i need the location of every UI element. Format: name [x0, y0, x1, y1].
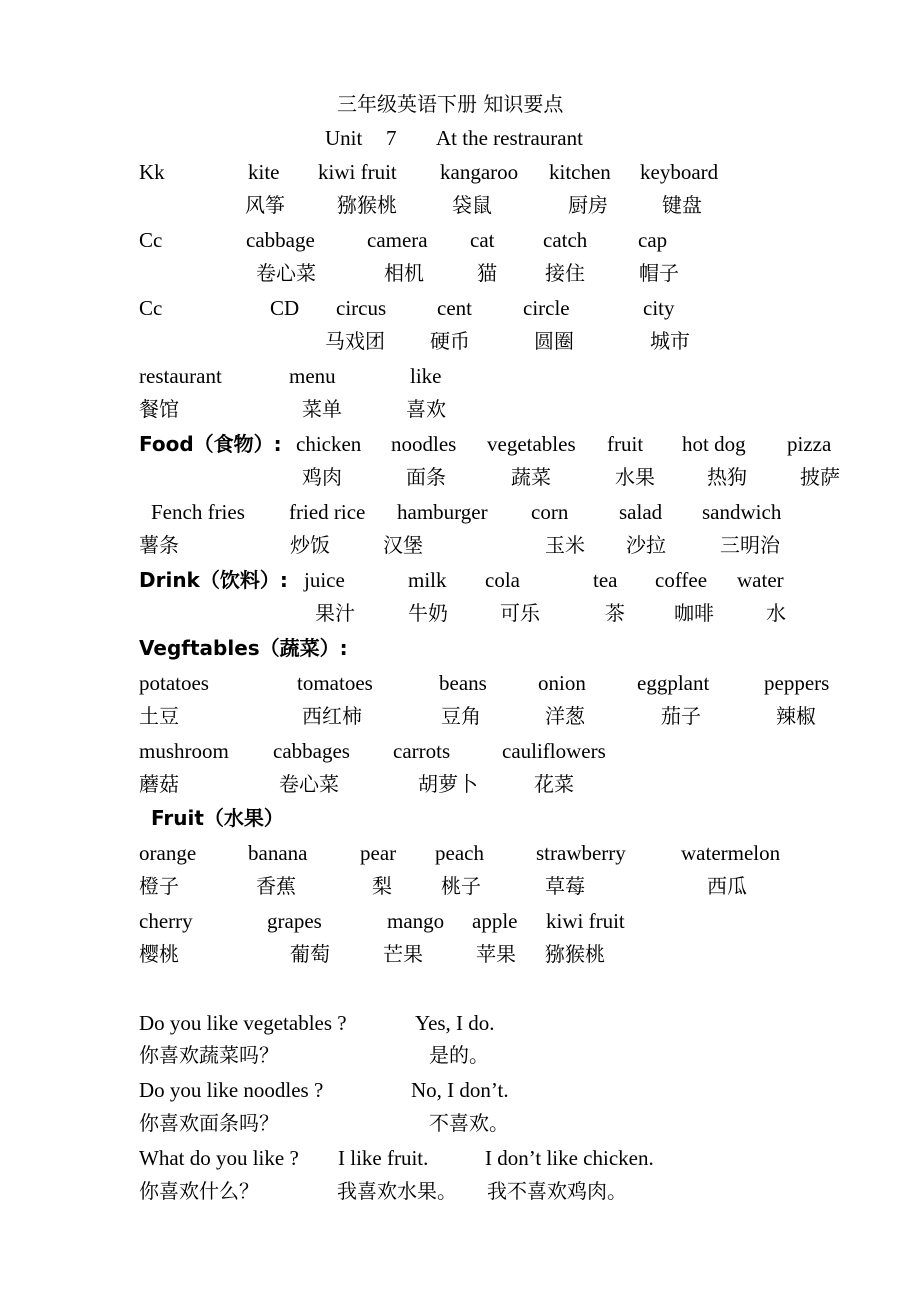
meaning: 可乐 [500, 601, 540, 625]
word: cola [485, 568, 520, 592]
meaning: 花菜 [534, 772, 574, 796]
meaning: 厨房 [568, 193, 608, 217]
meaning: 面条 [406, 465, 446, 489]
meaning: 风筝 [245, 193, 285, 217]
dialogue-answer-zh: 不喜欢。 [429, 1111, 509, 1135]
word: cherry [139, 909, 193, 933]
word: kiwi fruit [546, 909, 625, 933]
meaning: 樱桃 [139, 942, 179, 966]
word: eggplant [637, 671, 710, 695]
meaning: 胡萝卜 [418, 772, 478, 796]
word: cent [437, 296, 472, 320]
word: beans [439, 671, 487, 695]
word: circus [336, 296, 387, 320]
meaning: 键盘 [662, 193, 702, 217]
word: strawberry [536, 841, 626, 865]
word: restaurant [139, 364, 222, 388]
word: kangaroo [440, 160, 519, 184]
meaning: 帽子 [639, 261, 679, 285]
meaning: 梨 [372, 874, 392, 898]
meaning: 汉堡 [383, 533, 423, 557]
dialogue-answer-zh: 我喜欢水果。 [337, 1179, 457, 1203]
meaning: 薯条 [139, 533, 179, 557]
word: kite [248, 160, 280, 184]
word: catch [543, 228, 588, 252]
unit-name: At the restraurant [436, 126, 583, 150]
word: carrots [393, 739, 451, 763]
word: like [410, 364, 442, 388]
word: apple [472, 909, 518, 933]
meaning: 土豆 [139, 704, 179, 728]
meaning: 洋葱 [545, 704, 585, 728]
word: coffee [655, 568, 708, 592]
dialogue-question: Do you like vegetables ? [139, 1011, 347, 1035]
letter-cc: Cc [139, 228, 163, 252]
meaning: 袋鼠 [452, 193, 492, 217]
word: corn [531, 500, 569, 524]
meaning: 咖啡 [674, 601, 714, 625]
meaning: 水果 [615, 465, 655, 489]
dialogue-answer: I don’t like chicken. [485, 1146, 654, 1170]
word: cabbages [273, 739, 350, 763]
word: tea [593, 568, 618, 592]
meaning: 西瓜 [707, 874, 747, 898]
word: banana [248, 841, 308, 865]
meaning: 喜欢 [406, 397, 446, 421]
word: hot dog [682, 432, 746, 456]
section-fruit-label: Fruit（水果） [151, 806, 284, 830]
word: cauliflowers [502, 739, 606, 763]
word: potatoes [139, 671, 209, 695]
meaning: 鸡肉 [302, 465, 342, 489]
dialogue-question-zh: 你喜欢面条吗？ [139, 1111, 279, 1135]
word: salad [619, 500, 663, 524]
meaning: 接住 [545, 261, 585, 285]
meaning: 茶 [605, 601, 625, 625]
meaning: 芒果 [383, 942, 423, 966]
word: Fench fries [151, 500, 245, 524]
word: cat [470, 228, 495, 252]
meaning: 苹果 [476, 942, 516, 966]
meaning: 马戏团 [325, 329, 385, 353]
dialogue-answer-zh: 我不喜欢鸡肉。 [487, 1179, 627, 1203]
meaning: 猕猴桃 [545, 942, 605, 966]
word: CD [270, 296, 300, 320]
word: sandwich [702, 500, 782, 524]
word: juice [304, 568, 345, 592]
meaning: 豆角 [441, 704, 481, 728]
word: pear [360, 841, 397, 865]
meaning: 蔬菜 [511, 465, 551, 489]
word: tomatoes [297, 671, 373, 695]
word: mushroom [139, 739, 229, 763]
meaning: 水 [766, 601, 786, 625]
word: mango [387, 909, 445, 933]
unit-number: 7 [386, 126, 397, 150]
dialogue-answer: I like fruit. [338, 1146, 429, 1170]
dialogue-question-zh: 你喜欢什么？ [139, 1179, 259, 1203]
word: cabbage [246, 228, 315, 252]
dialogue-answer: No, I don’t. [411, 1078, 509, 1102]
meaning: 城市 [650, 329, 690, 353]
meaning: 三明治 [720, 533, 780, 557]
word: vegetables [487, 432, 576, 456]
section-food-label: Food（食物）: [139, 432, 282, 456]
word: watermelon [681, 841, 781, 865]
unit-label: Unit [325, 126, 363, 150]
section-vegetables-label: Vegftables（蔬菜）: [139, 636, 348, 660]
meaning: 葡萄 [290, 942, 330, 966]
meaning: 沙拉 [626, 533, 666, 557]
meaning: 茄子 [661, 704, 701, 728]
word: city [643, 296, 675, 320]
word: circle [523, 296, 570, 320]
page-title: 三年级英语下册 知识要点 [337, 92, 564, 116]
word: hamburger [397, 500, 488, 524]
word: kiwi fruit [318, 160, 397, 184]
meaning: 卷心菜 [279, 772, 339, 796]
meaning: 果汁 [315, 601, 355, 625]
meaning: 披萨 [800, 465, 840, 489]
meaning: 卷心菜 [256, 261, 316, 285]
word: grapes [267, 909, 322, 933]
letter-cc: Cc [139, 296, 163, 320]
meaning: 餐馆 [139, 397, 179, 421]
dialogue-question-zh: 你喜欢蔬菜吗？ [139, 1043, 279, 1067]
meaning: 牛奶 [408, 601, 448, 625]
meaning: 草莓 [545, 874, 585, 898]
word: chicken [296, 432, 362, 456]
meaning: 猫 [477, 261, 497, 285]
dialogue-question: What do you like ? [139, 1146, 299, 1170]
meaning: 硬币 [430, 329, 470, 353]
word: milk [408, 568, 447, 592]
dialogue-answer: Yes, I do. [415, 1011, 495, 1035]
letter-kk: Kk [139, 160, 165, 184]
meaning: 蘑菇 [139, 772, 179, 796]
word: water [737, 568, 784, 592]
word: pizza [787, 432, 832, 456]
word: keyboard [640, 160, 719, 184]
meaning: 圆圈 [534, 329, 574, 353]
meaning: 西红柿 [302, 704, 362, 728]
dialogue-answer-zh: 是的。 [429, 1043, 489, 1067]
word: peach [435, 841, 484, 865]
word: fruit [607, 432, 644, 456]
word: onion [538, 671, 586, 695]
meaning: 热狗 [707, 465, 747, 489]
meaning: 辣椒 [776, 704, 816, 728]
meaning: 玉米 [545, 533, 585, 557]
meaning: 猕猴桃 [337, 193, 397, 217]
word: kitchen [549, 160, 611, 184]
word: peppers [764, 671, 830, 695]
word: camera [367, 228, 428, 252]
word: fried rice [289, 500, 366, 524]
section-drink-label: Drink（饮料）: [139, 568, 288, 592]
dialogue-question: Do you like noodles ? [139, 1078, 324, 1102]
meaning: 橙子 [139, 874, 179, 898]
meaning: 相机 [384, 261, 424, 285]
meaning: 菜单 [302, 397, 342, 421]
word: orange [139, 841, 197, 865]
meaning: 桃子 [441, 874, 481, 898]
word: cap [638, 228, 668, 252]
word: noodles [391, 432, 457, 456]
meaning: 香蕉 [256, 874, 296, 898]
meaning: 炒饭 [290, 533, 330, 557]
word: menu [289, 364, 336, 388]
